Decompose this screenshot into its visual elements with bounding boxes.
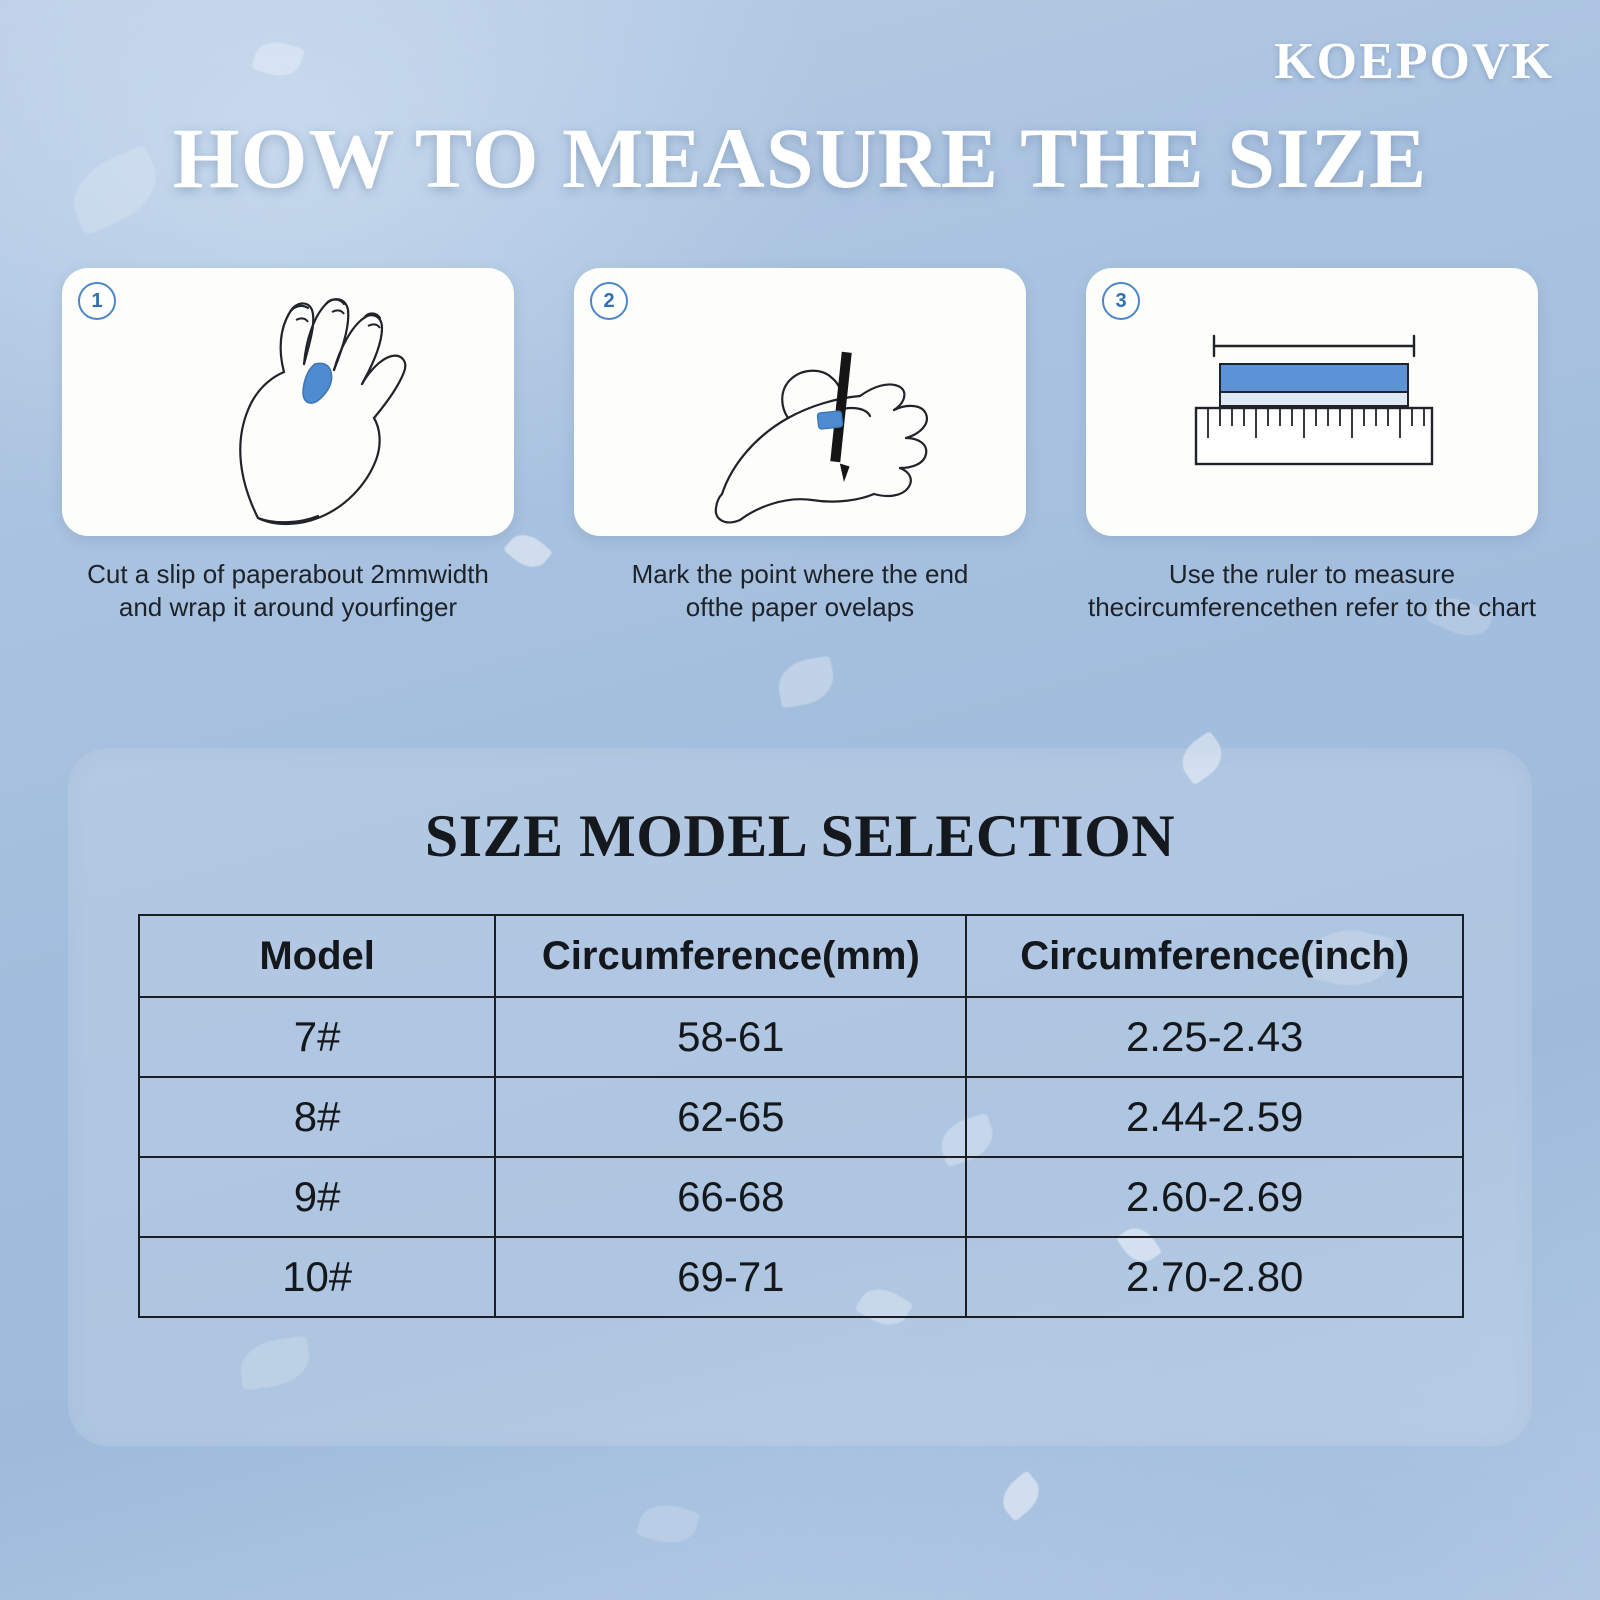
table-row [139, 1237, 1463, 1317]
step-2-caption-line2: ofthe paper ovelaps [685, 592, 915, 623]
size-chart-panel [68, 748, 1532, 1446]
cell-mm: 66-68 [495, 1157, 966, 1237]
column-header-circumference-mm: Circumference(mm) [495, 915, 966, 997]
step-2-caption-line1: Mark the point where the end [631, 559, 969, 589]
step-2 [574, 268, 1026, 625]
decorative-petal [775, 655, 838, 708]
steps-row [62, 268, 1538, 625]
cell-mm: 58-61 [495, 997, 966, 1077]
table-row [139, 1157, 1463, 1237]
ruler-measuring-strip-icon [1086, 268, 1538, 536]
cell-inch: 2.70-2.80 [966, 1237, 1463, 1317]
step-1 [62, 268, 514, 625]
step-2-card [574, 268, 1026, 536]
step-2-caption [574, 558, 1026, 625]
table-row [139, 1077, 1463, 1157]
size-chart-title: SIZE MODEL SELECTION [424, 803, 1176, 869]
step-3-number-badge: 3 [1102, 282, 1140, 320]
step-3-caption-line1: Use the ruler to measure [1168, 559, 1456, 589]
table-header-row [139, 915, 1463, 997]
cell-inch: 2.25-2.43 [966, 997, 1463, 1077]
step-1-number-badge: 1 [78, 282, 116, 320]
step-1-caption [62, 558, 514, 625]
cell-model: 10# [139, 1237, 495, 1317]
cell-model: 7# [139, 997, 495, 1077]
hand-with-paper-strip-icon [62, 268, 514, 536]
column-header-circumference-inch: Circumference(inch) [966, 915, 1463, 997]
brand-logo: KOEPOVK [1274, 33, 1554, 90]
step-1-caption-line1: Cut a slip of paperabout 2mmwidth [87, 559, 489, 589]
cell-inch: 2.44-2.59 [966, 1077, 1463, 1157]
step-3-caption-line2: thecircumferencethen refer to the chart [1087, 592, 1536, 623]
decorative-petal [995, 1470, 1048, 1522]
cell-mm: 62-65 [495, 1077, 966, 1157]
size-chart-table [138, 914, 1464, 1318]
column-header-model: Model [139, 915, 495, 997]
decorative-petal [251, 36, 305, 83]
step-1-card [62, 268, 514, 536]
table-row [139, 997, 1463, 1077]
cell-model: 9# [139, 1157, 495, 1237]
cell-model: 8# [139, 1077, 495, 1157]
step-3-caption [1086, 558, 1538, 625]
cell-inch: 2.60-2.69 [966, 1157, 1463, 1237]
decorative-petal [636, 1498, 700, 1550]
step-3 [1086, 268, 1538, 625]
page-title: HOW TO MEASURE THE SIZE [172, 110, 1428, 206]
hand-with-pen-marking-icon [574, 268, 1026, 536]
cell-mm: 69-71 [495, 1237, 966, 1317]
step-3-card [1086, 268, 1538, 536]
step-2-number-badge: 2 [590, 282, 628, 320]
step-1-caption-line2: and wrap it around yourfinger [118, 592, 458, 623]
